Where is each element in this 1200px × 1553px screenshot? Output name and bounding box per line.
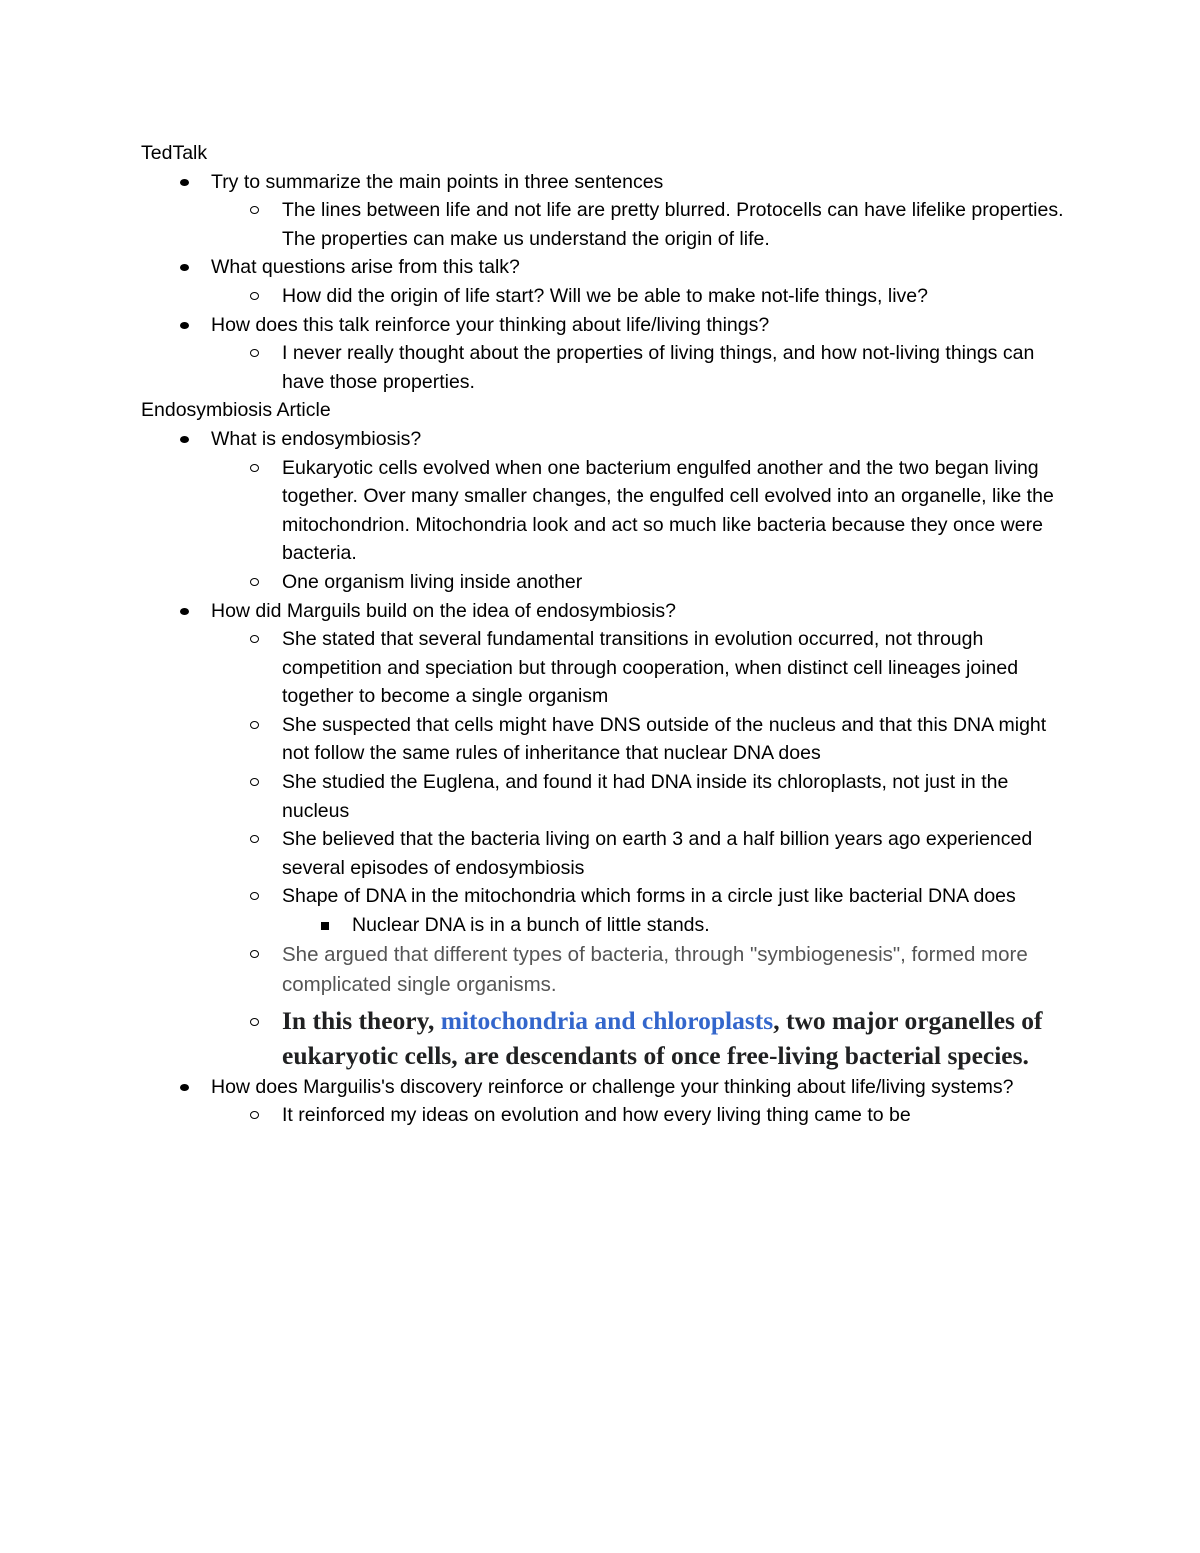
list-item	[141, 940, 1071, 1000]
section-heading-endosymbiosis: Endosymbiosis Article	[141, 399, 331, 422]
bullet-disc-icon	[180, 608, 189, 615]
bullet-circle-icon	[250, 578, 259, 586]
question-text: How does Marguilis's discovery reinforce or challenge your thinking about life/living systems?	[211, 1075, 1014, 1098]
list-item	[141, 625, 1071, 711]
list-item	[141, 454, 1071, 568]
answer-text: She believed that the bacteria living on earth 3 and a half billion years ago experienced several episodes of endosymbiosis	[282, 828, 1033, 879]
bullet-circle-icon	[250, 206, 259, 214]
list-item	[141, 1101, 1071, 1130]
bullet-disc-icon	[180, 1084, 189, 1091]
answer-text: It reinforced my ideas on evolution and how every living thing came to be	[282, 1104, 911, 1127]
question-text: What is endosymbiosis?	[211, 427, 422, 450]
list-item	[141, 1073, 1071, 1102]
list-item	[141, 911, 1071, 940]
section-heading-tedtalk: TedTalk	[141, 142, 208, 164]
list-item	[141, 282, 1071, 311]
answer-text: The lines between life and not life are pretty blurred. Protocells can have lifelike properties. The properties can make us understand the origin of life.	[282, 199, 1064, 250]
mitochondria-chloroplasts-link[interactable]: mitochondria and chloroplasts	[440, 1005, 774, 1035]
list-item	[141, 1000, 1071, 1073]
pasted-text-after: , two major organelles of eukaryotic cells, are descendants of once free-living bacterial species.	[282, 1005, 1043, 1070]
bullet-circle-icon	[250, 292, 259, 300]
list-item	[141, 253, 1071, 282]
question-text: Try to summarize the main points in three sentences	[211, 170, 664, 193]
bullet-circle-icon	[250, 835, 259, 843]
list-item	[141, 425, 1071, 454]
bullet-square-icon	[321, 922, 329, 930]
question-text: What questions arise from this talk?	[211, 256, 520, 279]
bullet-circle-icon	[250, 1018, 259, 1026]
answer-text: She suspected that cells might have DNS outside of the nucleus and that this DNA might not follow the same rules of inheritance that nuclear DNA does	[282, 713, 1047, 765]
endosymbiosis-question-list	[141, 425, 1071, 1130]
question-text: How does this talk reinforce your thinking about life/living things?	[211, 313, 770, 336]
answer-text: She stated that several fundamental transitions in evolution occurred, not through competition and speciation but through cooperation, when distinct cell lineages joined together to become a single organism	[282, 628, 1019, 708]
list-item	[141, 339, 1071, 396]
bullet-disc-icon	[180, 264, 189, 271]
list-item	[141, 311, 1071, 340]
quoted-answer-text: She argued that different types of bacteria, through "symbiogenesis", formed more complicated single organisms.	[282, 942, 1028, 996]
answer-text: Shape of DNA in the mitochondria which forms in a circle just like bacterial DNA does	[282, 885, 1016, 908]
pasted-text-before: In this theory,	[282, 1005, 441, 1035]
list-item	[141, 168, 1071, 197]
bullet-circle-icon	[250, 1111, 259, 1119]
sub-answer-text: Nuclear DNA is in a bunch of little stands.	[352, 914, 710, 937]
answer-text: She studied the Euglena, and found it had DNA inside its chloroplasts, not just in the nucleus	[282, 771, 1009, 822]
bullet-circle-icon	[250, 721, 259, 729]
list-item	[141, 711, 1071, 768]
list-item	[141, 882, 1071, 911]
answer-text: Eukaryotic cells evolved when one bacterium engulfed another and the two began living together. Over many smaller changes, the engulfed cell evolved into an organelle, like the mitochondrion. Mitochondria look and act so much like bacteria because they once were bacteria.	[282, 456, 1054, 565]
list-item	[141, 568, 1071, 597]
list-item	[141, 768, 1071, 825]
bullet-circle-icon	[250, 778, 259, 786]
bullet-circle-icon	[250, 349, 259, 357]
answer-text: How did the origin of life start? Will we be able to make not-life things, live?	[282, 284, 928, 307]
document-body	[141, 139, 1071, 1130]
bullet-disc-icon	[180, 436, 189, 443]
list-item	[141, 597, 1071, 626]
list-item	[141, 196, 1071, 253]
bullet-circle-icon	[250, 950, 259, 958]
answer-text: One organism living inside another	[282, 570, 583, 593]
answer-text: I never really thought about the properties of living things, and how not-living things can have those properties.	[282, 342, 1035, 393]
list-item	[141, 825, 1071, 882]
bullet-circle-icon	[250, 892, 259, 900]
bullet-circle-icon	[250, 464, 259, 472]
tedtalk-question-list	[141, 168, 1071, 397]
bullet-disc-icon	[180, 179, 189, 186]
bullet-circle-icon	[250, 635, 259, 643]
question-text: How did Marguils build on the idea of endosymbiosis?	[211, 599, 677, 622]
bullet-disc-icon	[180, 322, 189, 329]
